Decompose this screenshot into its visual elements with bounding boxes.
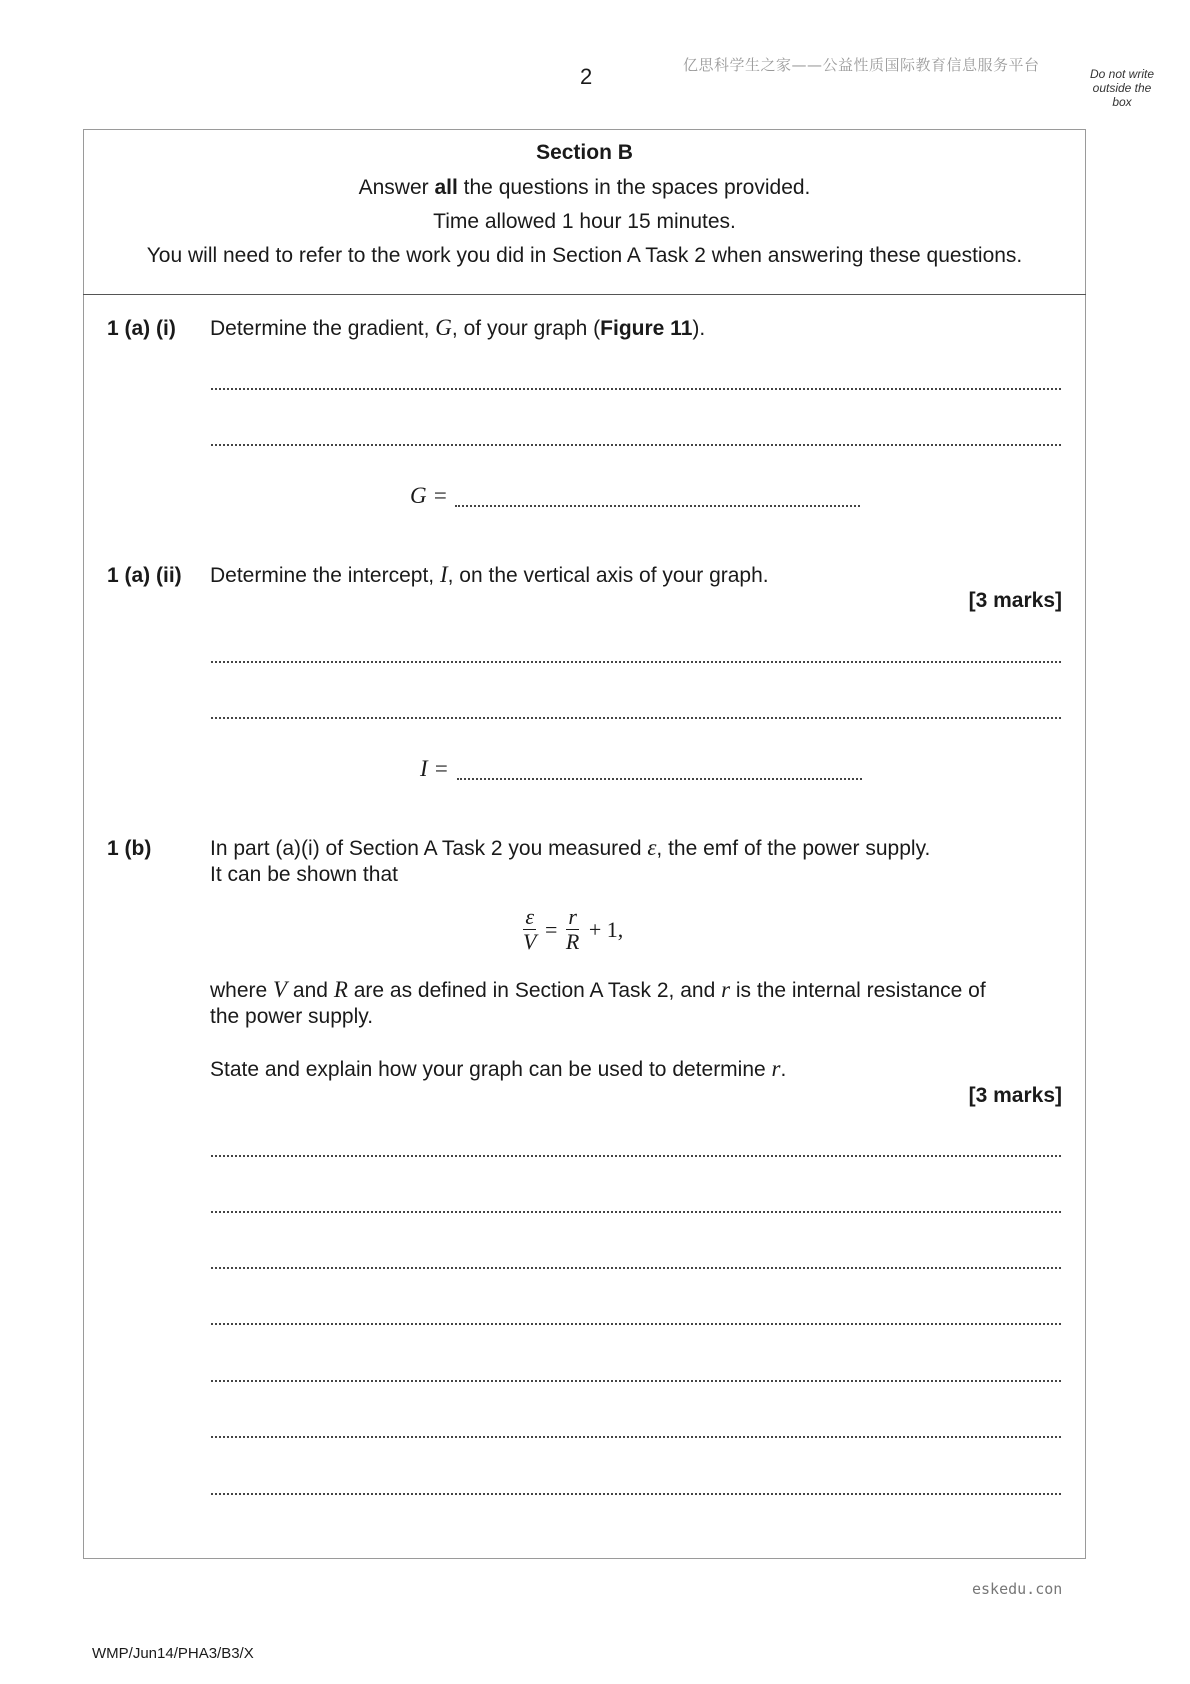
- answer-line[interactable]: [211, 444, 1061, 446]
- answer-label-g: G =: [410, 483, 448, 508]
- answer-line[interactable]: [211, 661, 1061, 663]
- answer-line[interactable]: [211, 388, 1061, 390]
- section-title: Section B: [536, 141, 633, 164]
- answer-label-i: I =: [420, 756, 449, 781]
- question-text-1ai: Determine the gradient, G, of your graph (Figure 11).: [210, 315, 706, 340]
- footer-site: eskedu.con: [972, 1580, 1063, 1598]
- answer-line[interactable]: [211, 1155, 1061, 1157]
- answer-line[interactable]: [211, 1436, 1061, 1438]
- answer-line[interactable]: [211, 1380, 1061, 1382]
- watermark-text: 亿思科学生之家——公益性质国际教育信息服务平台: [683, 56, 1040, 74]
- answer-line[interactable]: [211, 1211, 1061, 1213]
- emf-formula: $\frac{\varepsilon}{V}$ = $\frac{r}{R}$ + 1,: [523, 904, 624, 954]
- answer-field-g[interactable]: [455, 505, 860, 507]
- answer-line[interactable]: [211, 1493, 1061, 1495]
- instruction-refer: You will need to refer to the work you did in Section A Task 2 when answering these questions.: [146, 244, 1023, 267]
- fraction-emf-over-v: $\frac{\varepsilon}{V}$: [523, 904, 537, 954]
- question-number-1ai: 1 (a) (i): [107, 317, 176, 340]
- marks-label-1aii: [3 marks]: [968, 589, 1062, 612]
- question-number-1b: 1 (b): [107, 837, 152, 860]
- margin-note: Do not write outside the box: [1089, 67, 1155, 109]
- question-text-1b: In part (a)(i) of Section A Task 2 you measured ε, the emf of the power supply. It can be shown that: [210, 835, 931, 886]
- section-header-divider: [83, 294, 1086, 295]
- footer-paper-code: WMP/Jun14/PHA3/B3/X: [92, 1645, 254, 1662]
- instruction-time: Time allowed 1 hour 15 minutes.: [433, 210, 736, 233]
- question-number-1aii: 1 (a) (ii): [107, 564, 182, 587]
- answer-field-i[interactable]: [457, 778, 862, 780]
- marks-label-1b: [3 marks]: [968, 1084, 1062, 1107]
- question-text-1aii: Determine the intercept, I, on the vertical axis of your graph.: [210, 562, 769, 587]
- answer-line[interactable]: [211, 1267, 1061, 1269]
- fraction-r-over-R: $\frac{r}{R}$: [565, 904, 580, 954]
- page-number: 2: [580, 64, 593, 89]
- answer-line[interactable]: [211, 717, 1061, 719]
- instruction-answer-all: Answer all the questions in the spaces provided.: [358, 176, 811, 199]
- question-text-1b-state: State and explain how your graph can be used to determine r.: [210, 1056, 787, 1081]
- answer-line[interactable]: [211, 1323, 1061, 1325]
- question-text-1b-where: where V and R are as defined in Section A Task 2, and r is the internal resistance of the power supply.: [210, 977, 986, 1028]
